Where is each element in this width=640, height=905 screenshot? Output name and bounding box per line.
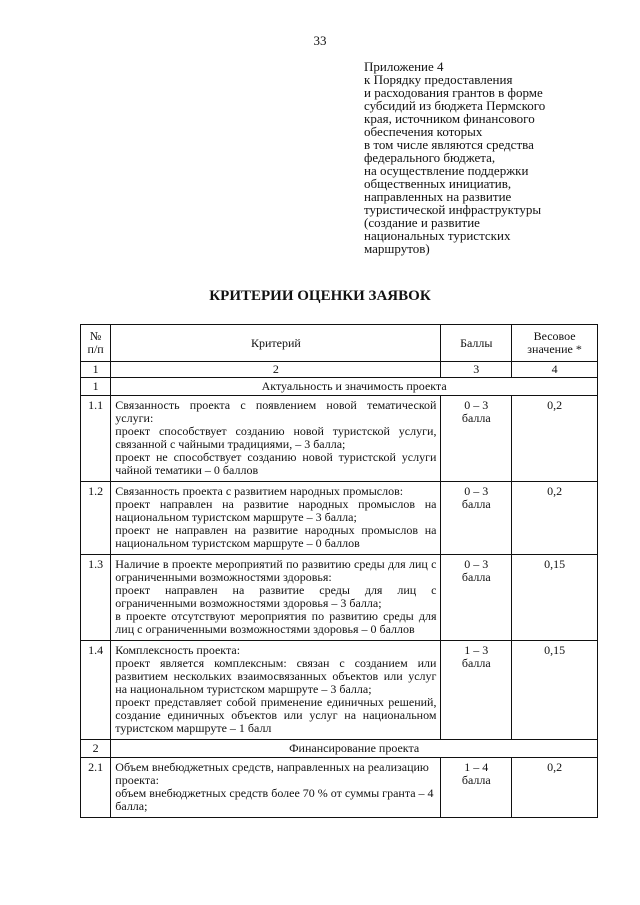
criterion-line: Комплексность проекта: xyxy=(115,643,241,657)
appendix-line: общественных инициатив, xyxy=(364,176,512,191)
table-row xyxy=(81,641,598,740)
column-index: 2 xyxy=(111,362,441,378)
criterion-line: проект направлен на развитие народных промыслов на национальном туристском маршруте – 3 балла; xyxy=(115,497,437,524)
appendix-line: и расходования грантов в форме xyxy=(364,85,543,100)
criterion-line: в проекте отсутствуют мероприятия по развитию среды для лиц с ограниченными возможностями здоровья – 0 баллов xyxy=(115,609,437,636)
row-number: 1.4 xyxy=(81,641,111,740)
points-unit: балла xyxy=(461,497,491,511)
section-row xyxy=(81,740,598,758)
appendix-line: национальных туристских xyxy=(364,228,511,243)
points-unit: балла xyxy=(461,773,491,787)
appendix-line: (создание и развитие xyxy=(364,215,480,230)
header-criterion: Критерий xyxy=(111,325,441,362)
section-number: 2 xyxy=(81,740,111,758)
weight-value: 0,2 xyxy=(512,758,598,818)
weight-value: 0,2 xyxy=(512,396,598,482)
document-title: КРИТЕРИИ ОЦЕНКИ ЗАЯВОК xyxy=(209,288,431,304)
column-index: 3 xyxy=(441,362,512,378)
criterion-line: Связанность проекта с появлением новой тематической услуги: xyxy=(115,398,437,425)
criterion-line: проект способствует созданию новой туристской услуги, связанной с чайными традициями, – 3 балла; xyxy=(115,424,437,451)
points-range: 0 – 3 xyxy=(464,484,489,498)
table-row xyxy=(81,758,598,818)
section-title: Актуальность и значимость проекта xyxy=(111,378,598,396)
criterion-line: проект представляет собой применение единичных решений, создание единичных объектов или услуг на национальном туристском маршруте – 1 балл xyxy=(115,695,437,735)
criteria-table xyxy=(80,324,598,818)
row-number: 1.1 xyxy=(81,396,111,482)
appendix-line: федерального бюджета, xyxy=(364,150,496,165)
table-row xyxy=(81,555,598,641)
criterion-line: Связанность проекта с развитием народных промыслов: xyxy=(115,484,404,498)
appendix-line: маршрутов) xyxy=(364,241,430,256)
points-range: 0 – 3 xyxy=(464,557,489,571)
section-row xyxy=(81,378,598,396)
points-range: 1 – 3 xyxy=(464,643,489,657)
column-index-row xyxy=(81,362,598,378)
appendix-line: обеспечения которых xyxy=(364,124,483,139)
header-num-abbr: п/п xyxy=(87,342,104,356)
appendix-line: Приложение 4 xyxy=(364,59,444,74)
criterion-line: Наличие в проекте мероприятий по развитию среды для лиц с ограниченными возможностями здоровья: xyxy=(115,557,437,584)
section-number: 1 xyxy=(81,378,111,396)
table-row xyxy=(81,482,598,555)
header-points: Баллы xyxy=(441,325,512,362)
column-index: 1 xyxy=(81,362,111,378)
criterion-line: объем внебюджетных средств более 70 % от суммы гранта – 4 балла; xyxy=(115,786,434,813)
criterion-line: Объем внебюджетных средств, направленных на реализацию проекта: xyxy=(115,760,429,787)
section-title: Финансирование проекта xyxy=(111,740,598,758)
page-number: 33 xyxy=(313,33,327,48)
points-cell xyxy=(441,758,512,818)
weight-value: 0,2 xyxy=(512,482,598,555)
table-row xyxy=(81,396,598,482)
criterion-line: проект не направлен на развитие народных промыслов на национальном туристском маршруте – 0 баллов xyxy=(115,523,437,550)
header-num-symbol: № xyxy=(89,329,102,343)
header-num xyxy=(81,325,111,362)
table-header-row xyxy=(81,325,598,362)
row-number: 2.1 xyxy=(81,758,111,818)
criterion-line: проект направлен на развитие среды для лиц с ограниченными возможностями здоровья – 3 балла; xyxy=(115,583,437,610)
criterion-line: проект не способствует созданию новой туристской услуги чайной тематики – 0 баллов xyxy=(115,450,437,477)
appendix-line: к Порядку предоставления xyxy=(364,72,513,87)
weight-value: 0,15 xyxy=(512,555,598,641)
points-unit: балла xyxy=(461,570,491,584)
appendix-line: на осуществление поддержки xyxy=(364,163,529,178)
criterion-text xyxy=(111,758,441,818)
points-cell xyxy=(441,641,512,740)
header-weight-line1: Весовое xyxy=(533,329,576,343)
points-unit: балла xyxy=(461,656,491,670)
points-cell xyxy=(441,396,512,482)
criterion-text xyxy=(111,396,441,482)
appendix-line: туристической инфраструктуры xyxy=(364,202,542,217)
appendix-line: края, источником финансового xyxy=(364,111,535,126)
criterion-text xyxy=(111,641,441,740)
points-range: 0 – 3 xyxy=(464,398,489,412)
header-weight xyxy=(512,325,598,362)
row-number: 1.3 xyxy=(81,555,111,641)
appendix-line: субсидий из бюджета Пермского xyxy=(364,98,546,113)
appendix-line: направленных на развитие xyxy=(364,189,512,204)
criterion-text xyxy=(111,555,441,641)
points-unit: балла xyxy=(461,411,491,425)
header-weight-line2: значение * xyxy=(527,342,582,356)
points-cell xyxy=(441,482,512,555)
appendix-line: в том числе являются средства xyxy=(364,137,534,152)
criterion-text xyxy=(111,482,441,555)
criterion-line: проект является комплексным: связан с созданием или развитием нескольких взаимосвязанных объектов или услуг на национальном туристском маршруте – 3 балла; xyxy=(115,656,437,696)
points-range: 1 – 4 xyxy=(464,760,489,774)
column-index: 4 xyxy=(512,362,598,378)
points-cell xyxy=(441,555,512,641)
appendix-note xyxy=(364,60,614,255)
weight-value: 0,15 xyxy=(512,641,598,740)
row-number: 1.2 xyxy=(81,482,111,555)
